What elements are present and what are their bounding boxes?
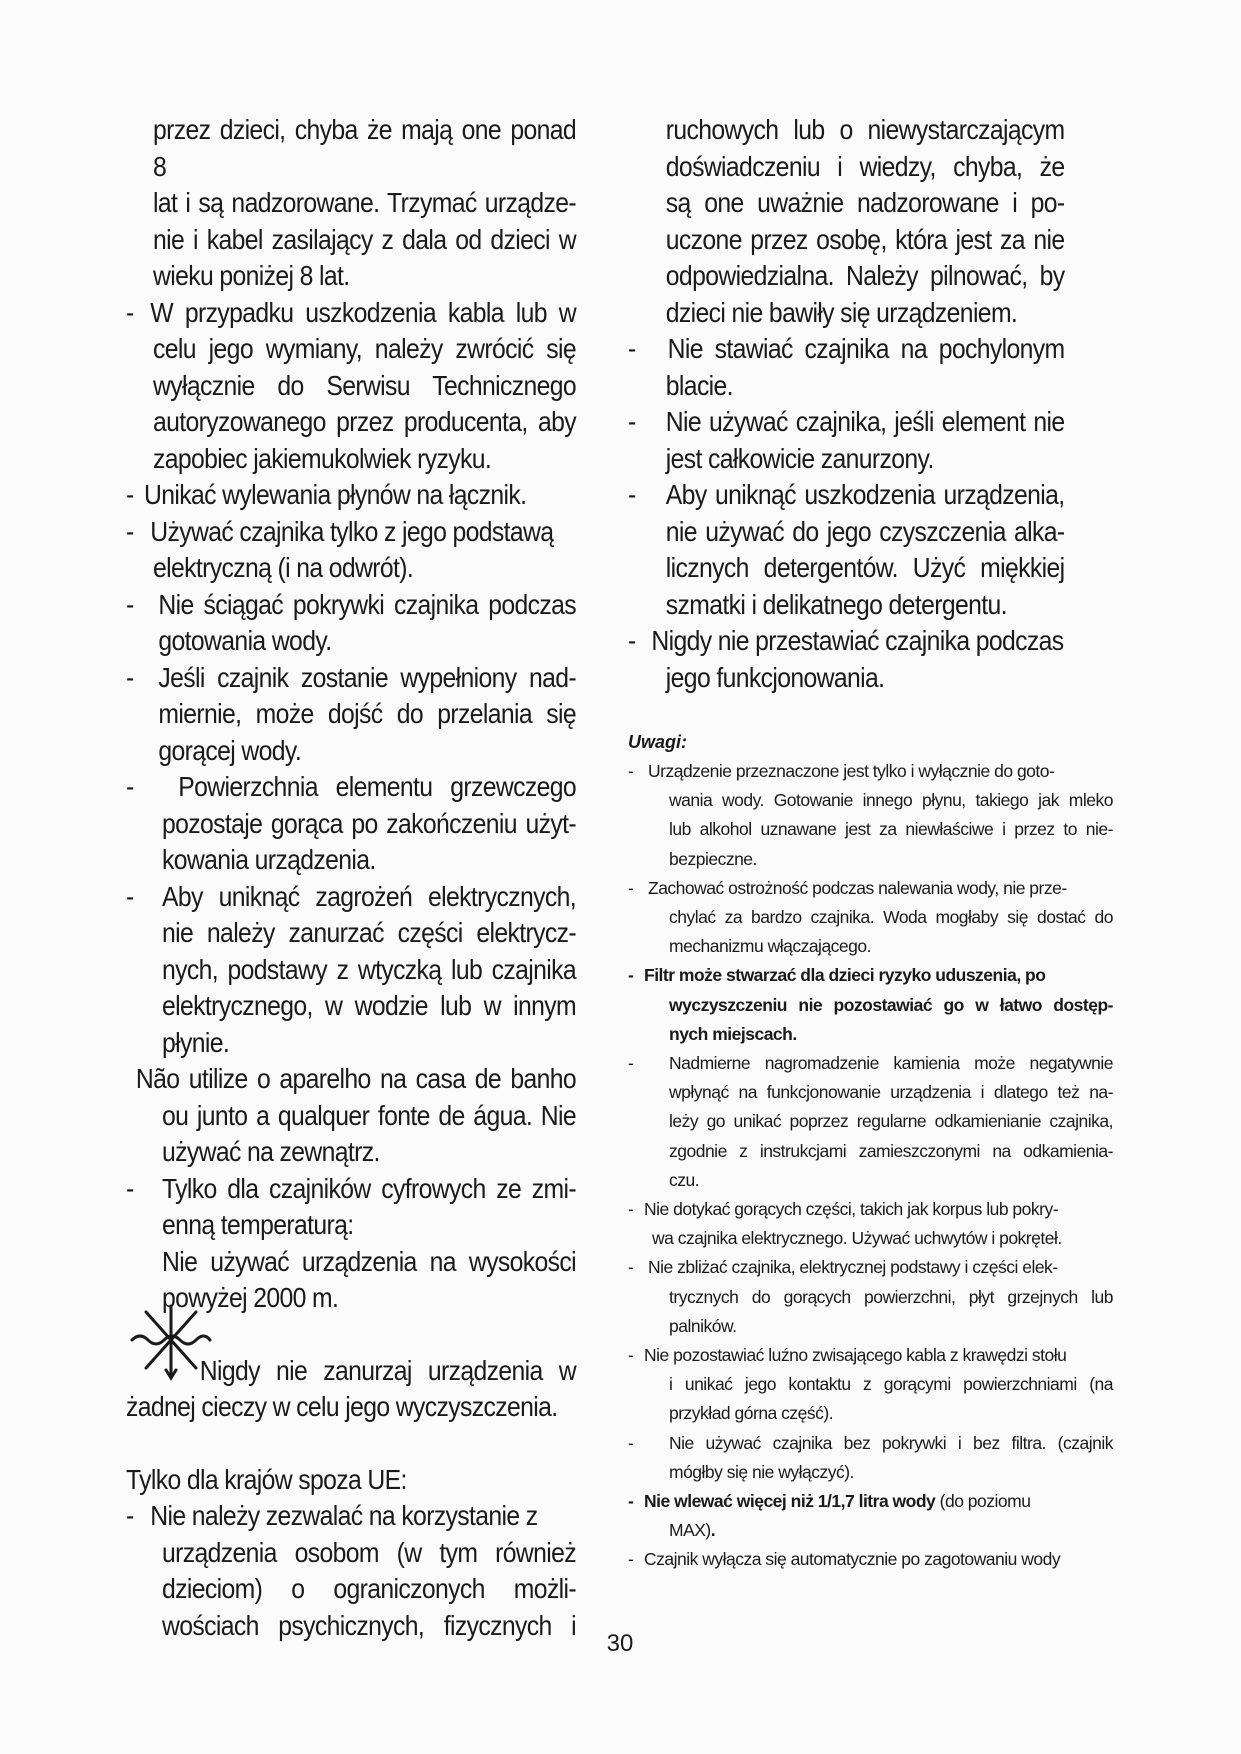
notes-section (628, 732, 1113, 1575)
notes-title: Uwagi: (628, 732, 688, 752)
bullet-dash: - (628, 1199, 634, 1220)
bullet-dash: - (628, 625, 636, 656)
text-line: W przypadku uszkodzenia kabla lub w (150, 296, 577, 328)
text-line (628, 1487, 1113, 1516)
text-line: płynie. (162, 1026, 230, 1058)
note-item (628, 1429, 1113, 1487)
bullet-dash: - (628, 1549, 634, 1570)
note-item (628, 961, 1113, 1049)
list-item (628, 404, 1065, 477)
note-item (628, 1195, 1113, 1253)
left-text (126, 112, 576, 1644)
text-line: elektrycznego, w wodzie lub w innym (162, 990, 576, 1021)
bullet-dash: - (628, 479, 636, 510)
text-line: Nie używać czajnika, jeśli element nie (665, 406, 1065, 437)
text-line: blacie. (665, 369, 733, 401)
text-line: Używać czajnika tylko z jego podstawą (150, 515, 554, 547)
text-line: licznych detergentów. Użyć miękkiej (665, 552, 1065, 583)
list-item (126, 477, 576, 514)
bullet-dash: - (628, 761, 634, 781)
list-item (126, 1498, 576, 1644)
bold-text: . (710, 1520, 716, 1541)
page-number: 30 (606, 1630, 634, 1657)
text-line: przykład górna część). (669, 1403, 834, 1424)
text-line: elektryczną (i na odwrót). (153, 552, 414, 583)
text-line: są one uważnie nadzorowane i po- (665, 187, 1065, 218)
text-line: trycznych do gorących powierzchni, płyt grzejnych lub (669, 1286, 1113, 1307)
text-line: wania wody. Gotowanie innego płynu, takiego jak mleko (669, 790, 1113, 811)
text-line: nie i kabel zasilający z dala od dzieci w (153, 223, 576, 255)
text-line: Não utilize o aparelho na casa de banho (135, 1063, 576, 1094)
text-line: nych miejscach. (669, 1023, 797, 1044)
list-item (628, 331, 1065, 404)
bullet-dash: - (628, 406, 636, 437)
left-column (126, 112, 626, 1644)
text-line: zapobiec jakiemukolwiek ryzyku. (153, 442, 492, 474)
right-column (628, 112, 1113, 1570)
text-line: Nie stawiać czajnika na pochylonym (667, 333, 1065, 364)
list-item (126, 587, 576, 660)
text-line: przez dzieci, chyba że mają one ponad 8 (153, 114, 576, 182)
text-line: leży go unikać poprzez regularne odkamienianie czajnika, (669, 1111, 1113, 1132)
bullet-dash: - (126, 661, 134, 693)
text-line: nie należy zanurzać części elektrycz- (162, 917, 576, 948)
text-line: Nie ściągać pokrywki czajnika podczas (158, 588, 576, 620)
text-line: powyżej 2000 m. (162, 1282, 339, 1313)
text-line: uczone przez osobę, która jest za nie (665, 223, 1065, 255)
text-line: kowania urządzenia. (162, 844, 376, 875)
text-line: wościach psychicznych, fizycznych i (162, 1609, 576, 1641)
text-line: mechanizmu włączającego. (669, 936, 871, 957)
list-item (628, 477, 1065, 623)
text-line: czu. (669, 1169, 700, 1190)
normal-text: (do poziomu (935, 1491, 1031, 1512)
text-line: miernie, może dojść do przelania się (158, 698, 576, 729)
text-line: Nie używać czajnika bez pokrywki i bez filtra. (czajnik (669, 1432, 1113, 1453)
list-item (126, 295, 576, 478)
list-item (628, 623, 1065, 696)
note-item (628, 1049, 1113, 1195)
text-line: gotowania wody. (158, 625, 332, 656)
notes-list (628, 757, 1113, 1575)
text-line: szmatki i delikatnego detergentu. (665, 588, 1007, 620)
list-item (126, 660, 576, 770)
text-line: odpowiedzialna. Należy pilnować, by (665, 260, 1065, 291)
bullet-dash: - (628, 333, 636, 364)
text-line: chylać za bardzo czajnika. Woda mogłaby się dostać do (669, 907, 1113, 928)
text-line: Nie pozostawiać luźno zwisającego kabla z krawędzi stołu (644, 1345, 1067, 1366)
text-line: nie używać do jego czyszczenia alka- (665, 515, 1065, 547)
bullet-dash: - (126, 1500, 134, 1531)
text-line: wyczyszczeniu nie pozostawiać go w łatwo dostęp- (669, 994, 1113, 1015)
text-line: Nie zbliżać czajnika, elektrycznej podstawy i części elek- (648, 1257, 1058, 1278)
note-item (628, 1341, 1113, 1429)
bullet-dash: - (628, 965, 634, 986)
text-line: Nigdy nie przestawiać czajnika podczas (651, 625, 1064, 656)
note-item (628, 1545, 1113, 1574)
text-line: gorącej wody. (158, 734, 302, 766)
bullet-dash: - (126, 880, 134, 912)
section-heading: Tylko dla krajów spoza UE: (126, 1463, 407, 1495)
note-item (628, 1487, 1113, 1545)
list-item (126, 514, 576, 587)
note-item (628, 874, 1113, 962)
text-line: bezpieczne. (669, 848, 757, 869)
bullet-dash: - (628, 877, 634, 898)
text-line: dzieciom) o ograniczonych możli- (162, 1573, 576, 1604)
text-line: jego funkcjonowania. (665, 661, 885, 693)
text-line: i unikać jego kontaktu z gorącymi powierzchniami (na (669, 1374, 1113, 1395)
text-line: Nie dotykać gorących części, takich jak korpus lub pokry- (644, 1199, 1059, 1220)
text-line: używać na zewnątrz. (162, 1136, 380, 1167)
text-line: Zachować ostrożność podczas nalewania wody, nie prze- (648, 877, 1067, 898)
right-text (628, 112, 1065, 696)
text-line: celu jego wymiany, należy zwrócić się (153, 333, 576, 364)
warning-line: żadnej cieczy w celu jego wyczyszczenia. (126, 1391, 558, 1422)
text-line: Powierzchnia elementu grzewczego (178, 771, 576, 802)
text-line: ruchowych lub o niewystarczającym (665, 114, 1065, 145)
text-line: Nadmierne nagromadzenie kamienia może negatywnie (669, 1053, 1113, 1074)
list-item (126, 769, 576, 879)
text-line: dzieci nie bawiły się urządzeniem. (665, 296, 1018, 328)
note-item (628, 757, 1113, 874)
text-line: lub alkohol uznawane jest za niewłaściwe i przez to nie- (669, 819, 1113, 840)
text-line: Nie należy zezwalać na korzystanie z (150, 1500, 538, 1531)
text-line: enną temperaturą: (162, 1209, 354, 1240)
bullet-dash: - (628, 1257, 634, 1278)
text-line: wpłynąć na funkcjonowanie urządzenia i dlatego też na- (669, 1082, 1113, 1103)
bold-text: Nie wlewać więcej niż 1/1,7 litra wody (644, 1491, 936, 1512)
bullet-dash: - (628, 1053, 634, 1074)
text-line: Nie używać urządzenia na wysokości (162, 1245, 576, 1277)
bullet-dash: - (126, 515, 134, 547)
list-item (126, 1171, 576, 1317)
text-line: Urządzenie przeznaczone jest tylko i wyłącznie do goto- (648, 761, 1055, 781)
text-line: doświadczeniu i wiedzy, chyba, że (665, 150, 1065, 182)
text-line: zgodnie z instrukcjami zamieszczonymi na odkamienia- (669, 1140, 1113, 1161)
text-line: mógłby się nie wyłączyć). (669, 1461, 854, 1482)
note-item (628, 1253, 1113, 1341)
text-line: autoryzowanego przez producenta, aby (153, 406, 576, 437)
list-item (126, 879, 576, 1062)
text-line (628, 1516, 1113, 1545)
bullet-dash: - (126, 771, 134, 802)
bullet-dash: - (628, 1345, 634, 1366)
text-line: Tylko dla czajników cyfrowych ze zmi- (162, 1172, 576, 1204)
text-line: ou junto a qualquer fonte de água. Nie (162, 1099, 576, 1131)
text-line: wa czajnika elektrycznego. Używać uchwytów i pokręteł. (652, 1228, 1062, 1249)
text-line: Aby uniknąć uszkodzenia urządzenia, (665, 479, 1065, 510)
text-line: wyłącznie do Serwisu Technicznego (153, 369, 576, 401)
bullet-dash: - (628, 1491, 634, 1512)
text-line: Unikać wylewania płynów na łącznik. (144, 479, 527, 510)
bullet-dash: - (126, 296, 134, 328)
text-line: Jeśli czajnik zostanie wypełniony nad- (158, 661, 576, 693)
bullet-dash: - (126, 479, 134, 510)
text-line: palników. (669, 1315, 737, 1336)
no-immersion-icon (130, 1302, 212, 1384)
text-line: Filtr może stwarzać dla dzieci ryzyko uduszenia, po (644, 965, 1046, 986)
text-line: Aby uniknąć zagrożeń elektrycznych, (162, 880, 576, 912)
normal-text: MAX) (669, 1520, 711, 1541)
warning-line: Nigdy nie zanurzaj urządzenia w (199, 1354, 576, 1386)
text-line: lat i są nadzorowane. Trzymać urządze- (153, 187, 576, 218)
text-line: jest całkowicie zanurzony. (665, 442, 934, 474)
bullet-dash: - (628, 1432, 634, 1453)
bullet-dash: - (126, 1172, 134, 1204)
text-line: nych, podstawy z wtyczką lub czajnika (162, 953, 576, 985)
text-line: Czajnik wyłącza się automatycznie po zagotowaniu wody (644, 1549, 1061, 1570)
bullet-dash: - (126, 588, 134, 620)
text-line: urządzenia osobom (w tym również (162, 1536, 576, 1568)
text-line: wieku poniżej 8 lat. (153, 260, 350, 291)
text-line: pozostaje gorąca po zakończeniu użyt- (162, 807, 576, 839)
